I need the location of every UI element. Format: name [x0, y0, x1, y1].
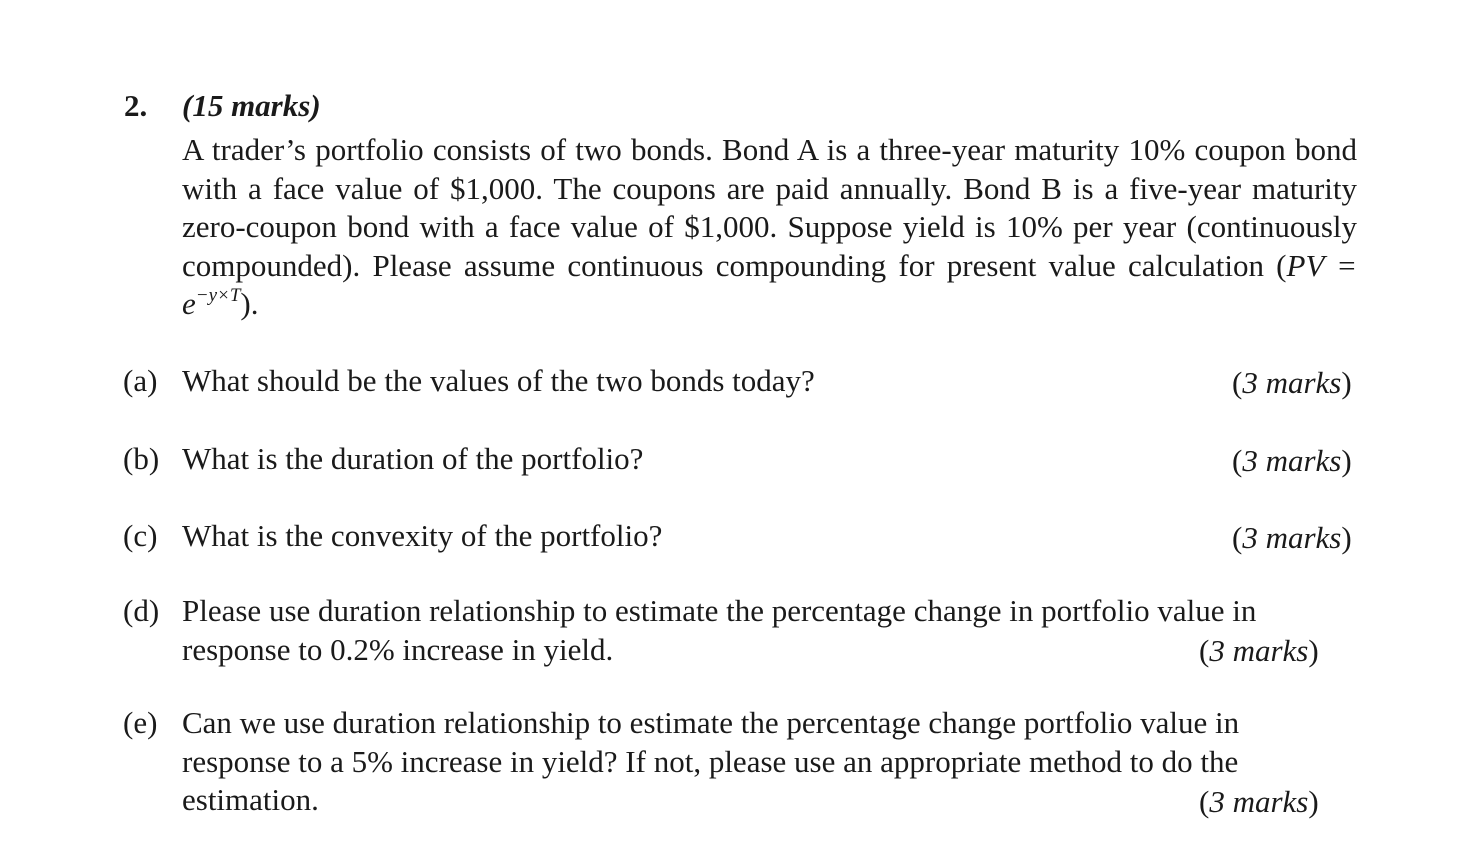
part-label: (c) — [123, 518, 158, 553]
part-text: Can we use duration relationship to estimate the percentage change portfolio value in response to a 5% increase in yield? If not, please use an appropriate method to do the estimation. — [182, 705, 1240, 817]
part-text: What is the duration of the portfolio? — [182, 441, 644, 476]
part-marks: (3 marks) — [1199, 784, 1319, 819]
part-label: (a) — [123, 363, 158, 398]
part-text: What should be the values of the two bonds today? — [182, 363, 815, 398]
question-number: 2. — [124, 88, 148, 123]
part-text: Please use duration relationship to estimate the percentage change in portfolio value in response to 0.2% increase in yield. — [182, 593, 1257, 667]
part-label: (e) — [123, 705, 158, 740]
intro-text: A trader’s portfolio consists of two bonds. Bond A is a three-year maturity 10% coupon bond with a face value of $1,000. The coupons are paid annually. Bond B is a five-year maturity zero-coupon bond with a face value of $1,000. Suppose yield is 10% per year (continuously compounded). Please assume continuous compounding for present value calculation ( — [182, 132, 1357, 283]
part-label: (b) — [123, 441, 160, 476]
part-marks: (3 marks) — [1232, 520, 1352, 555]
part-label: (d) — [123, 593, 160, 628]
part-marks: (3 marks) — [1199, 633, 1319, 668]
question-marks: (15 marks) — [182, 88, 321, 123]
question-intro — [182, 131, 1357, 324]
formula-base: PV = e — [182, 247, 1357, 321]
formula-exponent: −y×T — [195, 285, 241, 306]
part-text: What is the convexity of the portfolio? — [182, 518, 663, 553]
formula-close: ). — [240, 286, 259, 321]
part-marks: (3 marks) — [1232, 443, 1352, 478]
part-marks: (3 marks) — [1232, 365, 1352, 400]
